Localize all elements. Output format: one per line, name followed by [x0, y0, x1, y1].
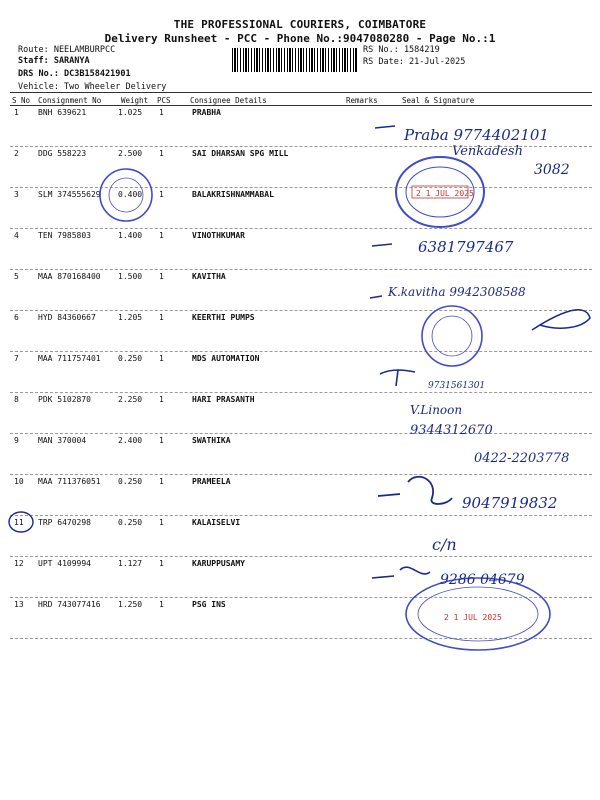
row-pcs: 1 — [159, 395, 164, 404]
row-separator — [10, 433, 592, 434]
row-pcs: 1 — [159, 272, 164, 281]
row-separator — [10, 597, 592, 598]
row-separator — [10, 474, 592, 475]
row-consignee: BALAKRISHNAMMABAL — [192, 190, 274, 199]
row-pcs: 1 — [159, 600, 164, 609]
row-consignment-no: HRD 743077416 — [38, 600, 101, 609]
row-consignee: SAI DHARSAN SPG MILL — [192, 149, 289, 158]
row-consignee: KARUPPUSAMY — [192, 559, 245, 568]
runsheet-subtitle: Delivery Runsheet - PCC - Phone No.:9047080280 - Page No.:1 — [104, 32, 496, 45]
route-label: Route: NEELAMBURPCC — [18, 45, 116, 55]
remark-row9b: 0422-2203778 — [474, 451, 570, 466]
rs-date: RS Date: 21-Jul-2025 — [363, 57, 466, 67]
header-bottom-rule — [10, 105, 592, 106]
col-consignment: Consignment No — [38, 96, 102, 105]
row-separator — [10, 269, 592, 270]
row-consignee: KAVITHA — [192, 272, 226, 281]
row-consignee: SWATHIKA — [192, 436, 231, 445]
table-row — [0, 149, 600, 190]
row-consignee: PSG INS — [192, 600, 226, 609]
row-consignment-no: PDK 5102870 — [38, 395, 91, 404]
company-title: THE PROFESSIONAL COURIERS, COIMBATORE — [173, 18, 427, 31]
row-sno: 6 — [14, 313, 19, 322]
remark-row10: 9047919832 — [462, 494, 558, 512]
row-sno: 8 — [14, 395, 19, 404]
row-sno: 4 — [14, 231, 19, 240]
row-weight: 1.250 — [118, 600, 143, 609]
stamp-date-text: 2 1 JUL 2025 — [444, 613, 502, 622]
table-row — [0, 354, 600, 395]
drs-label: DRS No.: DC3B158421901 — [18, 69, 131, 79]
vehicle-label: Vehicle: Two Wheeler Delivery — [18, 82, 167, 92]
row-consignment-no: TEN 7985803 — [38, 231, 91, 240]
row-separator — [10, 187, 592, 188]
row-sno: 3 — [14, 190, 19, 199]
row-sno: 13 — [14, 600, 24, 609]
row-weight: 1.127 — [118, 559, 143, 568]
row-separator — [10, 310, 592, 311]
row-pcs: 1 — [159, 231, 164, 240]
row-pcs: 1 — [159, 354, 164, 363]
row-pcs: 1 — [159, 313, 164, 322]
row-consignment-no: DDG 558223 — [38, 149, 87, 158]
row-consignee: KALAISELVI — [192, 518, 241, 527]
row-weight: 0.250 — [118, 518, 143, 527]
row-weight: 2.500 — [118, 149, 143, 158]
table-row — [0, 600, 600, 641]
row-separator — [10, 228, 592, 229]
row-consignment-no: MAA 870168400 — [38, 272, 101, 281]
col-remarks: Remarks — [346, 96, 378, 105]
table-row — [0, 477, 600, 518]
row-consignee: VINOTHKUMAR — [192, 231, 245, 240]
remark-row4: 6381797467 — [418, 238, 514, 256]
row-sno: 12 — [14, 559, 24, 568]
row-consignee: PRAMEELA — [192, 477, 231, 486]
remark-row9a: 9344312670 — [410, 423, 493, 438]
col-weight: Weight — [121, 96, 149, 105]
row-weight: 2.250 — [118, 395, 143, 404]
row-consignee: PRABHA — [192, 108, 221, 117]
row-consignee: MDS AUTOMATION — [192, 354, 260, 363]
col-sno: S No — [12, 96, 31, 105]
row-sno: 1 — [14, 108, 19, 117]
col-seal-signature: Seal & Signature — [402, 96, 475, 105]
table-row — [0, 395, 600, 436]
header-top-rule — [10, 92, 592, 93]
row-weight: 1.205 — [118, 313, 143, 322]
row-pcs: 1 — [159, 190, 164, 199]
table-row — [0, 436, 600, 477]
row-consignee: HARI PRASANTH — [192, 395, 255, 404]
row-pcs: 1 — [159, 559, 164, 568]
row-pcs: 1 — [159, 149, 164, 158]
row-consignment-no: BNH 639621 — [38, 108, 87, 117]
row-weight: 1.025 — [118, 108, 143, 117]
table-row — [0, 190, 600, 231]
row-separator — [10, 638, 592, 639]
row-weight: 2.400 — [118, 436, 143, 445]
row-weight: 0.400 — [118, 190, 143, 199]
row-separator — [10, 351, 592, 352]
row-consignment-no: MAA 711757401 — [38, 354, 101, 363]
row-consignment-no: SLM 374555629 — [38, 190, 101, 199]
remark-row1: Praba 9774402101 — [404, 126, 549, 144]
remark-row2b: 3082 — [534, 162, 570, 178]
col-pcs: PCS — [157, 96, 171, 105]
remark-row7: 9731561301 — [428, 381, 486, 391]
row-sno: 2 — [14, 149, 19, 158]
row-weight: 0.250 — [118, 477, 143, 486]
row-consignment-no: HYD 84360667 — [38, 313, 96, 322]
row-consignment-no: TRP 6470298 — [38, 518, 91, 527]
row-separator — [10, 556, 592, 557]
row-sno: 11 — [14, 518, 24, 527]
row-sno: 10 — [14, 477, 24, 486]
row-sno: 9 — [14, 436, 19, 445]
row-separator — [10, 515, 592, 516]
row-consignment-no: UPT 4109994 — [38, 559, 91, 568]
remark-row5: K.kavitha 9942308588 — [388, 285, 526, 299]
row-weight: 1.500 — [118, 272, 143, 281]
staff-label: Staff: SARANYA — [18, 56, 90, 66]
remark-row8: V.Linoon — [410, 403, 463, 417]
barcode-image — [232, 48, 358, 72]
row-separator — [10, 392, 592, 393]
remark-row12: 9286 04679 — [440, 572, 525, 588]
row-sno: 7 — [14, 354, 19, 363]
row-consignee: KEERTHI PUMPS — [192, 313, 255, 322]
row-separator — [10, 146, 592, 147]
col-consignee: Consignee Details — [190, 96, 267, 105]
row-pcs: 1 — [159, 518, 164, 527]
table-row — [0, 231, 600, 272]
row-consignment-no: MAA 711376051 — [38, 477, 101, 486]
row-pcs: 1 — [159, 108, 164, 117]
row-weight: 1.400 — [118, 231, 143, 240]
table-row — [0, 272, 600, 313]
row-weight: 0.250 — [118, 354, 143, 363]
table-row — [0, 559, 600, 600]
table-row — [0, 518, 600, 559]
row-sno: 5 — [14, 272, 19, 281]
rs-number: RS No.: 1584219 — [363, 45, 440, 55]
row-pcs: 1 — [159, 436, 164, 445]
row-pcs: 1 — [159, 477, 164, 486]
remark-row2: Venkadesh — [452, 144, 523, 159]
stamp-date-text: 2 1 JUL 2025 — [416, 189, 474, 198]
row-consignment-no: MAN 370004 — [38, 436, 87, 445]
table-row — [0, 108, 600, 149]
remark-row11: c/n — [432, 535, 457, 554]
table-row — [0, 313, 600, 354]
